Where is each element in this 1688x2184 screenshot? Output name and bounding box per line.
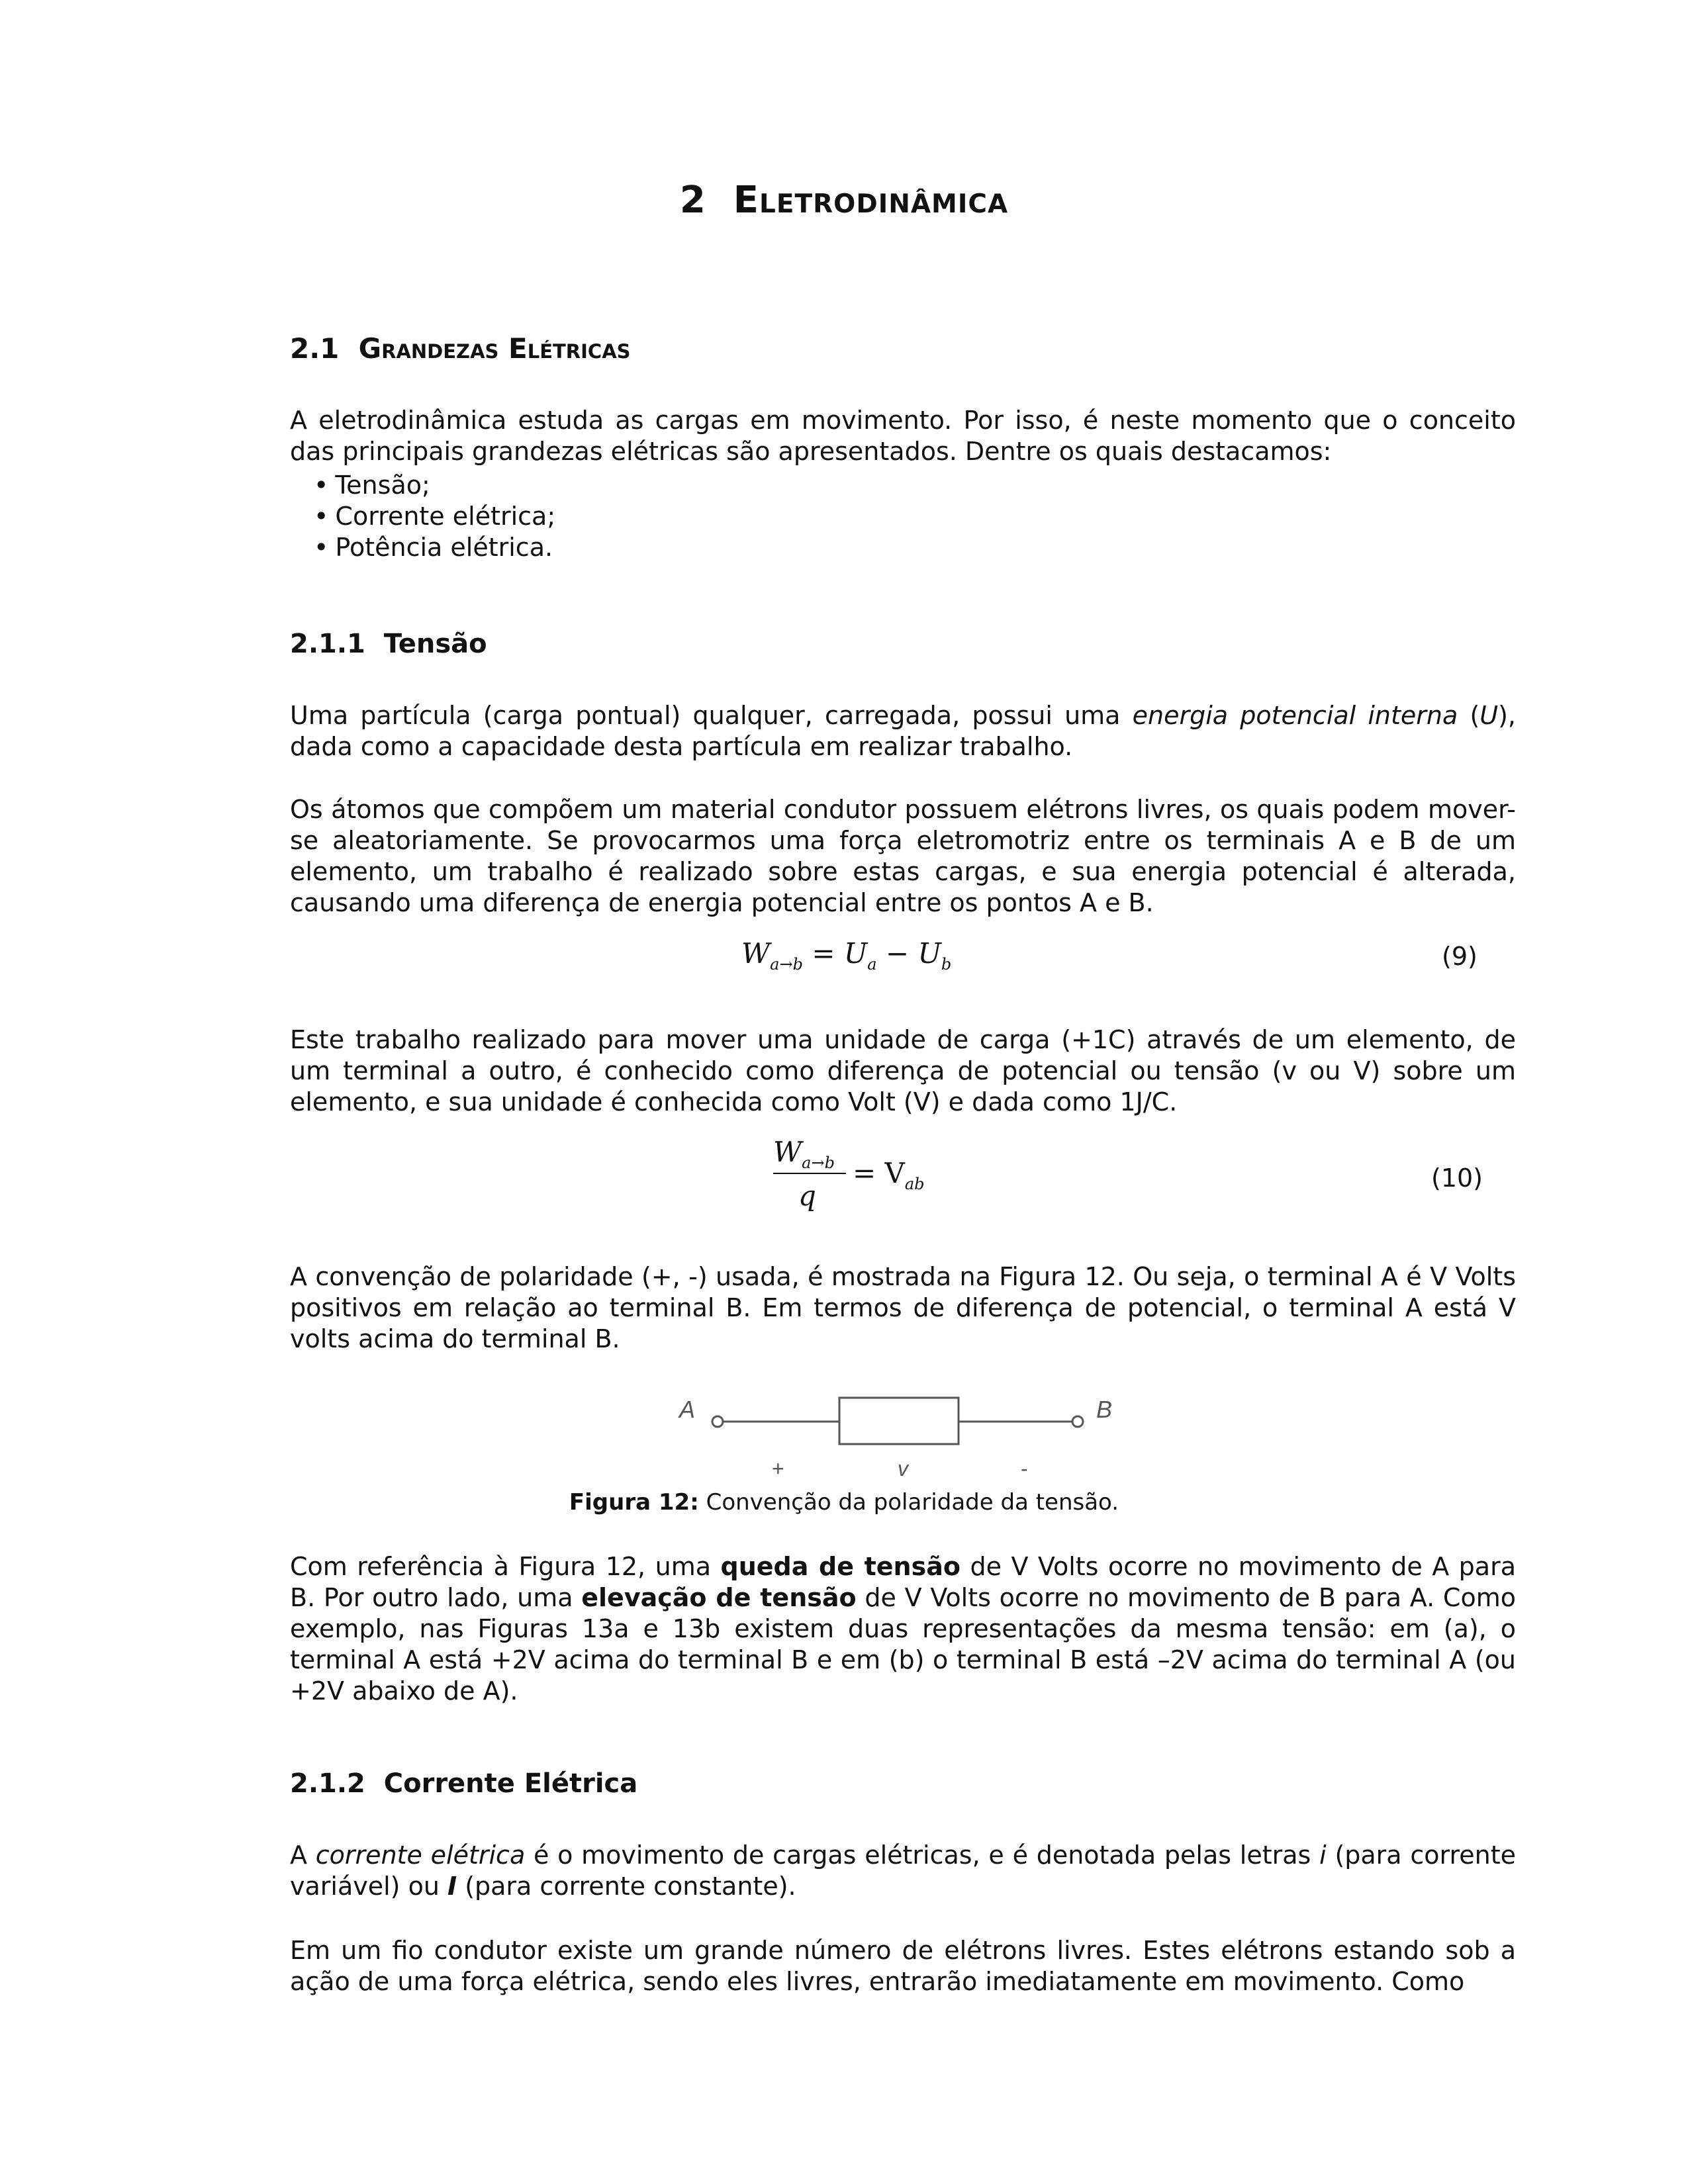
text-span: (para corrente constante). <box>457 1872 796 1901</box>
terminal-a-label: A <box>679 1396 696 1423</box>
section-title: Grandezas Elétricas <box>358 332 631 365</box>
eq-subscript: a <box>867 955 877 974</box>
equation-9-number: (9) <box>1442 942 1477 971</box>
text-span: ( <box>1458 701 1480 730</box>
section-number: 2.1.1 <box>290 629 365 659</box>
terminal-b-label: B <box>1096 1396 1113 1423</box>
section-number: 2.1 <box>290 332 340 365</box>
text-span: de V Volts ocorre no movimento de B para A. Como exemplo, nas Figuras 13a e 13b existem duas representações da mesma tensão: em (a), o terminal A está +2V acima do terminal B e em (b) o terminal B está –2V acima do terminal A (ou +2V abaixo de A). <box>290 1583 1516 1706</box>
eq-subscript: ab <box>904 1175 925 1193</box>
text-span: ), dada como a capacidade desta partícula em realizar trabalho. <box>290 701 1517 761</box>
tensao-paragraph-4: A convenção de polaridade (+, -) usada, é mostrada na Figura 12. Ou seja, o terminal A é V Volts positivos em relação ao terminal B. Em termos de diferença de potencial, o terminal A está V volts acima do terminal B. <box>290 1262 1516 1353</box>
element-box <box>839 1398 959 1444</box>
section-2-1-heading <box>290 332 631 365</box>
variable-i: i <box>1319 1841 1327 1870</box>
eq-subscript: a→b <box>770 955 803 974</box>
text-span: (para corrente variável) ou <box>290 1841 1516 1901</box>
section-2-1-1-heading <box>290 629 487 659</box>
caption-text: Convenção da polaridade da tensão. <box>698 1489 1119 1516</box>
grandezas-list <box>314 470 555 563</box>
list-item: • Tensão; <box>314 470 555 501</box>
equation-10 <box>773 1136 972 1228</box>
text-span: é o movimento de cargas elétricas, e é denotada pelas letras <box>525 1841 1320 1870</box>
tensao-paragraph-5 <box>290 1551 1516 1707</box>
eq-symbol: U <box>843 937 868 970</box>
text-span: A <box>290 1841 316 1870</box>
terminal-b-node <box>1072 1416 1083 1427</box>
eq-operator: − <box>876 937 918 970</box>
equation-9 <box>741 937 951 974</box>
eq-subscript: a→b <box>802 1154 835 1172</box>
terminal-a-node <box>712 1416 723 1427</box>
eq-numerator <box>773 1136 835 1172</box>
fraction-bar <box>773 1173 846 1174</box>
figure-12-diagram <box>662 1383 1139 1482</box>
eq-subscript: b <box>941 955 952 974</box>
tensao-paragraph-2: Os átomos que compõem um material condutor possuem elétrons livres, os quais podem mover-se aleatoriamente. Se provocarmos uma força eletromotriz entre os terminais A e B de um elemento, um trabalho é realizado sobre estas cargas, e sua energia potencial é alterada, causando uma diferença de energia potencial entre os pontos A e B. <box>290 795 1516 917</box>
corrente-paragraph-1 <box>290 1840 1516 1902</box>
polarity-plus: + <box>772 1457 784 1480</box>
chapter-number: 2 <box>679 179 706 222</box>
eq-symbol: W <box>741 937 771 970</box>
eq-symbol: W <box>773 1136 802 1168</box>
italic-term: corrente elétrica <box>315 1841 526 1870</box>
text-span: Uma partícula (carga pontual) qualquer, carregada, possui uma <box>290 701 1133 730</box>
list-item: • Potência elétrica. <box>314 532 555 563</box>
eq-symbol: = V <box>853 1157 905 1189</box>
chapter-title-text: Eletrodinâmica <box>733 179 1009 222</box>
section-number: 2.1.2 <box>290 1768 365 1799</box>
variable-I: I <box>447 1872 457 1901</box>
section-2-1-2-heading <box>290 1768 637 1799</box>
list-item: • Corrente elétrica; <box>314 501 555 532</box>
tensao-paragraph-3: Este trabalho realizado para mover uma unidade de carga (+1C) através de um elemento, de um terminal a outro, é conhecido como diferença de potencial ou tensão (v ou V) sobre um elemento, e sua unidade é conhecida como Volt (V) e dada como 1J/C. <box>290 1025 1516 1116</box>
bold-term: elevação de tensão <box>581 1583 857 1612</box>
eq-denominator: q <box>798 1179 816 1212</box>
equation-10-number: (10) <box>1431 1163 1483 1193</box>
voltage-v-label: v <box>898 1457 908 1480</box>
chapter-title <box>0 179 1688 222</box>
eq-rhs <box>853 1157 925 1193</box>
polarity-minus: - <box>1021 1457 1028 1480</box>
eq-symbol: U <box>917 937 941 970</box>
tensao-paragraph-1 <box>290 700 1516 762</box>
section-title: Tensão <box>383 629 487 659</box>
figure-12-caption <box>0 1489 1688 1516</box>
bold-term: queda de tensão <box>720 1552 961 1581</box>
variable-U: U <box>1479 701 1499 730</box>
eq-operator: = <box>812 937 844 970</box>
italic-term: energia potencial interna <box>1132 701 1458 730</box>
caption-label: Figura 12: <box>569 1489 699 1516</box>
section-title: Corrente Elétrica <box>383 1768 638 1799</box>
section-2-1-intro: A eletrodinâmica estuda as cargas em movimento. Por isso, é neste momento que o conceito das principais grandezas elétricas são apresentados. Dentre os quais destacamos: <box>290 406 1516 466</box>
text-span: de V Volts ocorre no movimento de A para B. Por outro lado, uma <box>290 1552 1516 1612</box>
corrente-paragraph-2: Em um fio condutor existe um grande número de elétrons livres. Estes elétrons estando sob a ação de uma força elétrica, sendo eles livres, entrarão imediatamente em movimento. Como <box>290 1936 1516 1996</box>
text-span: Com referência à Figura 12, uma <box>290 1552 721 1581</box>
